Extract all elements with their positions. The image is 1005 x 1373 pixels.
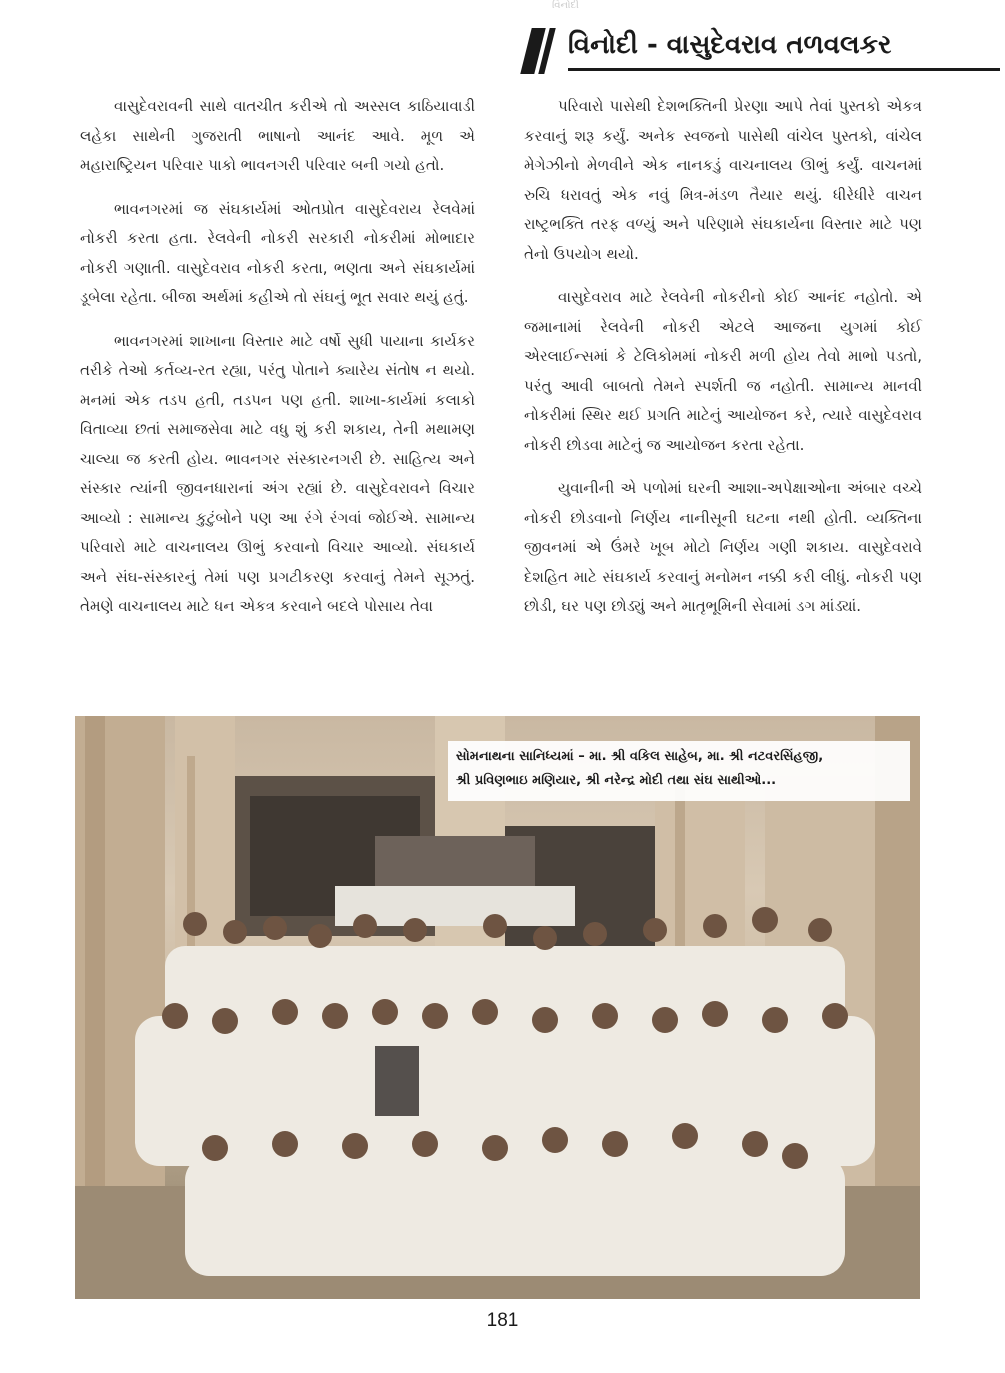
paragraph: ભાવનગરમાં જ સંઘકાર્યમાં ઓતપ્રોત વાસુદેવરાય રેલવેમાં નોકરી કરતા હતા. રેલવેની નોકરી સરકારી નોકરીમાં મોભાદાર નોકરી ગણાતી. વાસુદેવરાવ નોકરી કરતા, ભણતા અને સંઘકાર્યમાં ડૂબેલા રહેતા. બીજા અર્થમાં કહીએ તો સંઘનું ભૂત સવાર થયું હતું. — [80, 199, 475, 306]
chapter-header — [520, 18, 1000, 73]
paragraph: વાસુદેવરાવ માટે રેલવેની નોકરીનો કોઈ આનંદ નહોતો. એ જમાનામાં રેલવેની નોકરી એટલે આજના યુગમાં કોઈ એરલાઈન્સમાં કે ટેલિકોમમાં નોકરી મળી હોય તેવો માભો પડતો, પરંતુ આવી બાબતો તેમને સ્પર્શતી જ નહોતી. સામાન્ય માનવી નોકરીમાં સ્થિર થઈ પ્રગતિ માટેનું આયોજન કરે, ત્યારે વાસુદેવરાવ નોકરી છોડવા માટેનું જ આયોજન કરતા રહેતા. — [524, 288, 922, 454]
right-text-column — [524, 92, 922, 636]
chapter-title: વિનોદી - વાસુદેવરાવ તળવલકર — [568, 30, 892, 60]
photo-caption-line: સોમનાથના સાનિધ્યમાં – મા. શ્રી વકિલ સાહેબ, મા. શ્રી નટવરસિંહજી, — [456, 749, 824, 764]
group-photo — [75, 716, 920, 1299]
paragraph: પરિવારો પાસેથી દેશભક્તિની પ્રેરણા આપે તેવાં પુસ્તકો એકત્ર કરવાનું શરૂ કર્યું. અનેક સ્વજનો પાસેથી વાંચેલ પુસ્તકો, વાંચેલ મેગેઝીનો મેળવીને એક નાનકડું વાચનાલય ઊભું કર્યું. વાચનમાં રુચિ ધરાવતું એક નવું મિત્ર-મંડળ તૈયાર થયું. ધીરેધીરે વાચન રાષ્ટ્રભક્તિ તરફ વળ્યું અને પરિણામે સંઘકાર્યના વિસ્તાર માટે પણ તેનો ઉપયોગ થયો. — [524, 97, 922, 263]
header-ghost-text: વિનોદી — [552, 0, 579, 11]
paragraph: ભાવનગરમાં શાખાના વિસ્તાર માટે વર્ષો સુધી પાયાના કાર્યકર તરીકે તેઓ કર્તવ્ય-રત રહ્યા, પરંતુ પોતાને ક્યારેય સંતોષ ન થયો. મનમાં એક તડપ હતી, તડપન પણ હતી. શાખા-કાર્યમાં કલાકો વિતાવ્યા છતાં સમાજસેવા માટે વધુ શું કરી શકાય, તેની મથામણ ચાલ્યા જ કરતી હોય. ભાવનગર સંસ્કારનગરી છે. સાહિત્ય અને સંસ્કાર ત્યાંની જીવનધારાનાં અંગ રહ્યાં છે. વાસુદેવરાવને વિચાર આવ્યો : સામાન્ય કુટુંબોને પણ આ રંગે રંગવાં જોઈએ. સામાન્ય પરિવારો માટે વાચનાલય ઊભું કરવાનો વિચાર આવ્યો. સંઘકાર્ય અને સંઘ-સંસ્કારનું તેમાં પણ પ્રગટીકરણ કરવાનું તેમને સૂઝતું. તેમણે વાચનાલય માટે ધન એકત્ર કરવાને બદલે પોસાય તેવા — [80, 331, 475, 615]
paragraph: વાસુદેવરાવની સાથે વાતચીત કરીએ તો અસ્સલ કાઠિયાવાડી લહેકા સાથેની ગુજરાતી ભાષાનો આનંદ આવે. મૂળ એ મહારાષ્ટ્રિયન પરિવાર પાકો ભાવનગરી પરિવાર બની ગયો હતો. — [80, 97, 475, 174]
page-number: 181 — [486, 1310, 519, 1331]
photo-caption-line: શ્રી પ્રવિણભાઇ મણિયાર, શ્રી નરેન્દ્ર મોદી તથા સંઘ સાથીઓ... — [456, 773, 777, 788]
photo-caption — [448, 741, 910, 801]
left-text-column — [80, 92, 475, 636]
header-underline — [568, 68, 1000, 71]
group-photo-illustration — [75, 716, 920, 1299]
paragraph: યુવાનીની એ પળોમાં ઘરની આશા-અપેક્ષાઓના અંબાર વચ્ચે નોકરી છોડવાનો નિર્ણય નાનીસૂની ઘટના નથી હોતી. વ્યક્તિના જીવનમાં એ ઉંમરે ખૂબ મોટો નિર્ણય ગણી શકાય. વાસુદેવરાવે દેશહિત માટે સંઘકાર્ય કરવાનું મનોમન નક્કી કરી લીધું. નોકરી પણ છોડી, ઘર પણ છોડ્યું અને માતૃભૂમિની સેવામાં ડગ માંડ્યાં. — [524, 479, 922, 615]
